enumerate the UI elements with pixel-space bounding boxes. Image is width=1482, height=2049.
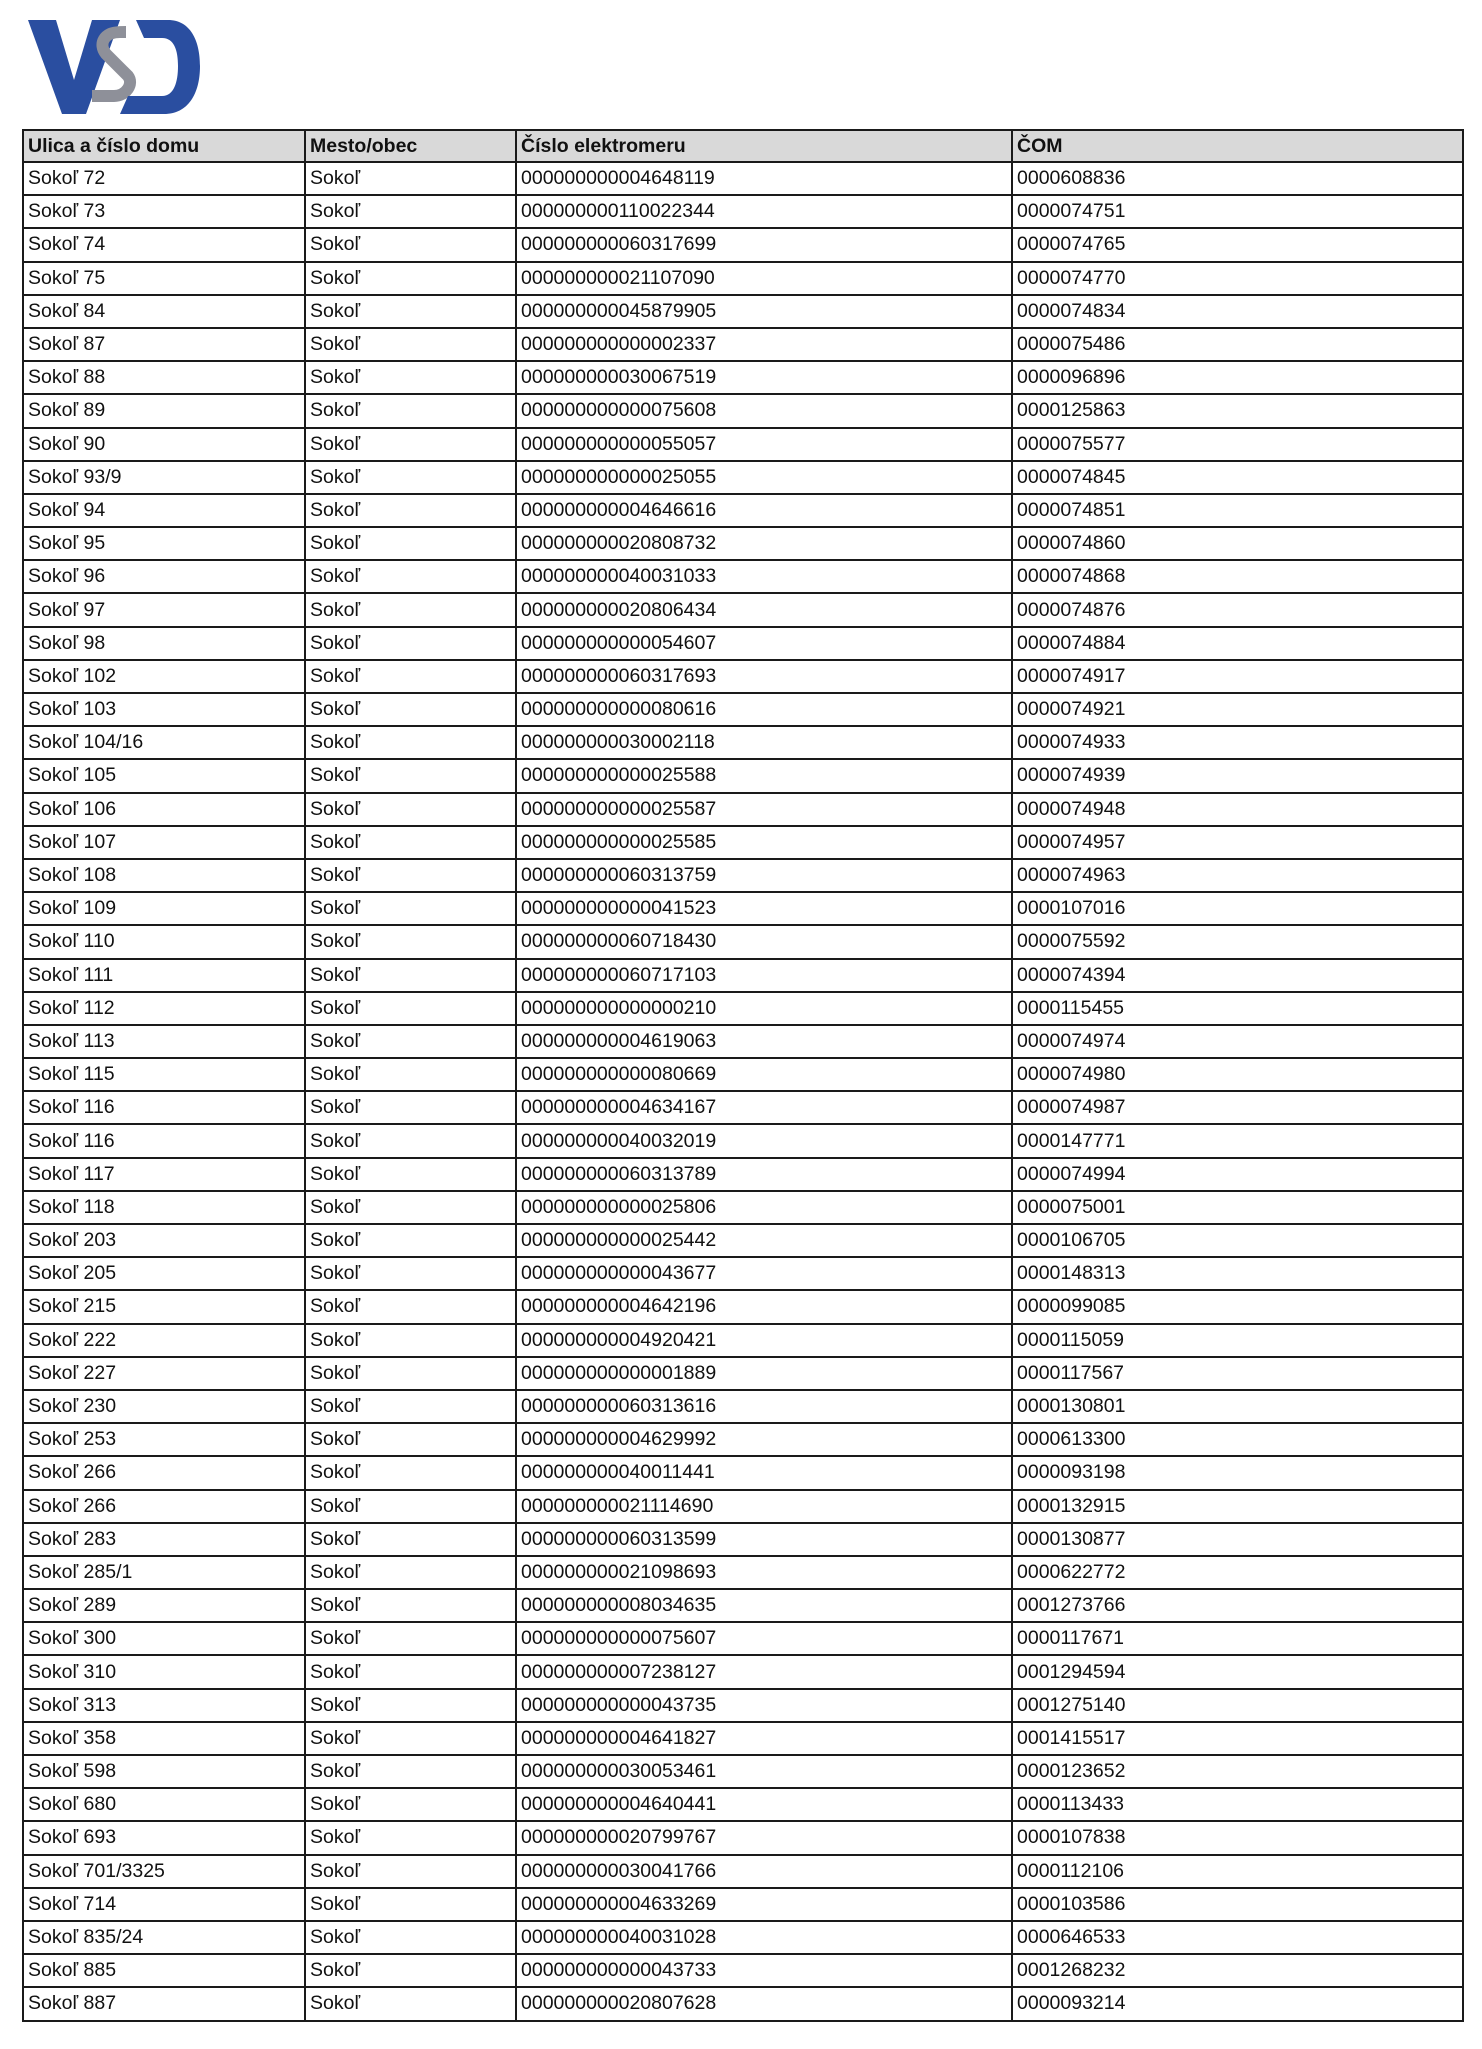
meter-number-cell: 000000000030053461 [516,1755,1012,1788]
table-header-row [23,130,1463,162]
meter-number-cell: 000000000000055057 [516,428,1012,461]
meter-number-cell: 000000000004633269 [516,1888,1012,1921]
table-row [23,759,1463,792]
meter-number-cell: 000000000000080669 [516,1058,1012,1091]
meter-number-cell: 000000000030041766 [516,1855,1012,1888]
street-cell: Sokoľ 227 [23,1357,305,1390]
com-cell: 0000074845 [1012,461,1463,494]
street-cell: Sokoľ 75 [23,262,305,295]
city-cell: Sokoľ [305,1589,516,1622]
meter-number-cell: 000000000000025442 [516,1224,1012,1257]
street-cell: Sokoľ 300 [23,1622,305,1655]
table-row [23,328,1463,361]
com-cell: 0000113433 [1012,1788,1463,1821]
com-cell: 0000075577 [1012,428,1463,461]
street-cell: Sokoľ 103 [23,693,305,726]
city-cell: Sokoľ [305,1357,516,1390]
street-cell: Sokoľ 115 [23,1058,305,1091]
meter-number-cell: 000000000020807628 [516,1987,1012,2020]
meter-number-cell: 000000000040031033 [516,560,1012,593]
meter-number-cell: 000000000060718430 [516,925,1012,958]
street-cell: Sokoľ 84 [23,295,305,328]
com-cell: 0000075001 [1012,1191,1463,1224]
meter-number-cell: 000000000000075608 [516,394,1012,427]
table-row [23,1490,1463,1523]
com-cell: 0000117567 [1012,1357,1463,1390]
street-cell: Sokoľ 598 [23,1755,305,1788]
com-cell: 0000096896 [1012,361,1463,394]
column-header-street: Ulica a číslo domu [23,130,305,162]
table-row [23,1025,1463,1058]
table-row [23,295,1463,328]
meter-number-cell: 000000000040031028 [516,1921,1012,1954]
street-cell: Sokoľ 95 [23,527,305,560]
com-cell: 0000112106 [1012,1855,1463,1888]
city-cell: Sokoľ [305,1556,516,1589]
city-cell: Sokoľ [305,826,516,859]
street-cell: Sokoľ 96 [23,560,305,593]
meter-number-cell: 000000000020808732 [516,527,1012,560]
meter-number-cell: 000000000004641827 [516,1722,1012,1755]
city-cell: Sokoľ [305,892,516,925]
table-row [23,1821,1463,1854]
street-cell: Sokoľ 835/24 [23,1921,305,1954]
column-header-com: ČOM [1012,130,1463,162]
meter-number-cell: 000000000060313599 [516,1523,1012,1556]
com-cell: 0001275140 [1012,1689,1463,1722]
table-row [23,1357,1463,1390]
com-cell: 0000075486 [1012,328,1463,361]
city-cell: Sokoľ [305,1622,516,1655]
com-cell: 0000115059 [1012,1324,1463,1357]
com-cell: 0000130801 [1012,1390,1463,1423]
table-row [23,793,1463,826]
street-cell: Sokoľ 222 [23,1324,305,1357]
street-cell: Sokoľ 102 [23,660,305,693]
city-cell: Sokoľ [305,527,516,560]
meter-number-cell: 000000000004629992 [516,1423,1012,1456]
city-cell: Sokoľ [305,560,516,593]
com-cell: 0000093198 [1012,1456,1463,1489]
table-row [23,1523,1463,1556]
com-cell: 0001294594 [1012,1655,1463,1688]
table-row [23,992,1463,1025]
street-cell: Sokoľ 887 [23,1987,305,2020]
com-cell: 0000074834 [1012,295,1463,328]
street-cell: Sokoľ 110 [23,925,305,958]
city-cell: Sokoľ [305,1091,516,1124]
street-cell: Sokoľ 94 [23,494,305,527]
meter-number-cell: 000000000000043735 [516,1689,1012,1722]
street-cell: Sokoľ 205 [23,1257,305,1290]
city-cell: Sokoľ [305,1124,516,1157]
table-row [23,1556,1463,1589]
vsd-logo-graphic [28,18,200,118]
meter-number-cell: 000000000004619063 [516,1025,1012,1058]
city-cell: Sokoľ [305,1025,516,1058]
meter-number-cell: 000000000000043733 [516,1954,1012,1987]
city-cell: Sokoľ [305,925,516,958]
street-cell: Sokoľ 112 [23,992,305,1025]
table-row [23,693,1463,726]
table-row [23,527,1463,560]
meter-number-cell: 000000000040011441 [516,1456,1012,1489]
meter-number-cell: 000000000000080616 [516,693,1012,726]
com-cell: 0000103586 [1012,1888,1463,1921]
street-cell: Sokoľ 106 [23,793,305,826]
street-cell: Sokoľ 310 [23,1655,305,1688]
meter-number-cell: 000000000045879905 [516,295,1012,328]
com-cell: 0000074963 [1012,859,1463,892]
table-row [23,1158,1463,1191]
table-row [23,1257,1463,1290]
street-cell: Sokoľ 289 [23,1589,305,1622]
street-cell: Sokoľ 98 [23,627,305,660]
table-row [23,1324,1463,1357]
com-cell: 0001268232 [1012,1954,1463,1987]
meter-number-cell: 000000000021107090 [516,262,1012,295]
electricity-meter-table [22,129,1464,2022]
table-row [23,1456,1463,1489]
meter-number-cell: 000000000004634167 [516,1091,1012,1124]
table-row [23,494,1463,527]
city-cell: Sokoľ [305,1224,516,1257]
com-cell: 0000074957 [1012,826,1463,859]
com-cell: 0000622772 [1012,1556,1463,1589]
com-cell: 0000074980 [1012,1058,1463,1091]
meter-number-cell: 000000000060313759 [516,859,1012,892]
com-cell: 0000075592 [1012,925,1463,958]
table-row [23,1224,1463,1257]
city-cell: Sokoľ [305,361,516,394]
city-cell: Sokoľ [305,328,516,361]
table-row [23,726,1463,759]
meter-number-cell: 000000000030067519 [516,361,1012,394]
city-cell: Sokoľ [305,759,516,792]
table-row [23,826,1463,859]
meter-number-cell: 000000000060317693 [516,660,1012,693]
table-row [23,361,1463,394]
street-cell: Sokoľ 116 [23,1124,305,1157]
meter-number-cell: 000000000000001889 [516,1357,1012,1390]
com-cell: 0000074860 [1012,527,1463,560]
meter-number-cell: 000000000000000210 [516,992,1012,1025]
city-cell: Sokoľ [305,660,516,693]
street-cell: Sokoľ 113 [23,1025,305,1058]
meter-number-cell: 000000000020806434 [516,593,1012,626]
table-row [23,1423,1463,1456]
com-cell: 0000074765 [1012,228,1463,261]
com-cell: 0000099085 [1012,1290,1463,1323]
city-cell: Sokoľ [305,295,516,328]
street-cell: Sokoľ 116 [23,1091,305,1124]
table-row [23,394,1463,427]
city-cell: Sokoľ [305,859,516,892]
table-row [23,859,1463,892]
com-cell: 0000074933 [1012,726,1463,759]
street-cell: Sokoľ 283 [23,1523,305,1556]
street-cell: Sokoľ 230 [23,1390,305,1423]
city-cell: Sokoľ [305,1655,516,1688]
com-cell: 0000646533 [1012,1921,1463,1954]
table-row [23,1655,1463,1688]
meter-number-cell: 000000000021114690 [516,1490,1012,1523]
street-cell: Sokoľ 885 [23,1954,305,1987]
street-cell: Sokoľ 266 [23,1490,305,1523]
com-cell: 0001273766 [1012,1589,1463,1622]
com-cell: 0000074851 [1012,494,1463,527]
city-cell: Sokoľ [305,1954,516,1987]
city-cell: Sokoľ [305,1490,516,1523]
street-cell: Sokoľ 117 [23,1158,305,1191]
table-row [23,593,1463,626]
meter-number-cell: 000000000000002337 [516,328,1012,361]
street-cell: Sokoľ 88 [23,361,305,394]
table-row [23,1091,1463,1124]
meter-number-cell: 000000000110022344 [516,195,1012,228]
table-row [23,1589,1463,1622]
table-row [23,1622,1463,1655]
table-row [23,627,1463,660]
city-cell: Sokoľ [305,1821,516,1854]
city-cell: Sokoľ [305,793,516,826]
com-cell: 0000074917 [1012,660,1463,693]
com-cell: 0001415517 [1012,1722,1463,1755]
city-cell: Sokoľ [305,428,516,461]
com-cell: 0000608836 [1012,162,1463,195]
city-cell: Sokoľ [305,1158,516,1191]
com-cell: 0000132915 [1012,1490,1463,1523]
table-row [23,892,1463,925]
street-cell: Sokoľ 105 [23,759,305,792]
table-row [23,461,1463,494]
street-cell: Sokoľ 73 [23,195,305,228]
table-row [23,1191,1463,1224]
street-cell: Sokoľ 313 [23,1689,305,1722]
meter-number-cell: 000000000000075607 [516,1622,1012,1655]
city-cell: Sokoľ [305,1324,516,1357]
com-cell: 0000074770 [1012,262,1463,295]
city-cell: Sokoľ [305,1788,516,1821]
com-cell: 0000074939 [1012,759,1463,792]
com-cell: 0000125863 [1012,394,1463,427]
meter-number-cell: 000000000021098693 [516,1556,1012,1589]
table-body [23,162,1463,2021]
city-cell: Sokoľ [305,726,516,759]
table-row [23,228,1463,261]
city-cell: Sokoľ [305,1722,516,1755]
city-cell: Sokoľ [305,992,516,1025]
street-cell: Sokoľ 93/9 [23,461,305,494]
street-cell: Sokoľ 74 [23,228,305,261]
meter-number-cell: 000000000000043677 [516,1257,1012,1290]
meter-number-cell: 000000000040032019 [516,1124,1012,1157]
city-cell: Sokoľ [305,1257,516,1290]
table-row [23,1722,1463,1755]
table-row [23,925,1463,958]
street-cell: Sokoľ 701/3325 [23,1855,305,1888]
com-cell: 0000074948 [1012,793,1463,826]
meter-number-cell: 000000000000025588 [516,759,1012,792]
city-cell: Sokoľ [305,1290,516,1323]
street-cell: Sokoľ 714 [23,1888,305,1921]
meter-number-cell: 000000000000025585 [516,826,1012,859]
city-cell: Sokoľ [305,1689,516,1722]
table-row [23,1954,1463,1987]
city-cell: Sokoľ [305,1987,516,2020]
logo-letter-d [120,20,200,114]
city-cell: Sokoľ [305,959,516,992]
city-cell: Sokoľ [305,262,516,295]
meter-number-cell: 000000000000054607 [516,627,1012,660]
com-cell: 0000123652 [1012,1755,1463,1788]
table-row [23,1689,1463,1722]
street-cell: Sokoľ 253 [23,1423,305,1456]
meter-number-cell: 000000000004640441 [516,1788,1012,1821]
city-cell: Sokoľ [305,693,516,726]
com-cell: 0000107016 [1012,892,1463,925]
city-cell: Sokoľ [305,1888,516,1921]
street-cell: Sokoľ 90 [23,428,305,461]
com-cell: 0000148313 [1012,1257,1463,1290]
city-cell: Sokoľ [305,1921,516,1954]
street-cell: Sokoľ 111 [23,959,305,992]
city-cell: Sokoľ [305,1855,516,1888]
street-cell: Sokoľ 104/16 [23,726,305,759]
table-row [23,195,1463,228]
meter-number-cell: 000000000004648119 [516,162,1012,195]
city-cell: Sokoľ [305,593,516,626]
city-cell: Sokoľ [305,627,516,660]
table-row [23,1888,1463,1921]
city-cell: Sokoľ [305,494,516,527]
meter-number-cell: 000000000060317699 [516,228,1012,261]
meter-number-cell: 000000000004920421 [516,1324,1012,1357]
table-row [23,162,1463,195]
com-cell: 0000074994 [1012,1158,1463,1191]
meter-number-cell: 000000000004642196 [516,1290,1012,1323]
city-cell: Sokoľ [305,1523,516,1556]
table-row [23,1788,1463,1821]
city-cell: Sokoľ [305,162,516,195]
table-row [23,660,1463,693]
column-header-meter-number: Číslo elektromeru [516,130,1012,162]
street-cell: Sokoľ 107 [23,826,305,859]
city-cell: Sokoľ [305,1058,516,1091]
street-cell: Sokoľ 72 [23,162,305,195]
street-cell: Sokoľ 108 [23,859,305,892]
meter-number-cell: 000000000060313789 [516,1158,1012,1191]
table-row [23,1124,1463,1157]
com-cell: 0000074884 [1012,627,1463,660]
city-cell: Sokoľ [305,195,516,228]
city-cell: Sokoľ [305,1390,516,1423]
com-cell: 0000074876 [1012,593,1463,626]
com-cell: 0000106705 [1012,1224,1463,1257]
com-cell: 0000107838 [1012,1821,1463,1854]
meter-number-cell: 000000000008034635 [516,1589,1012,1622]
street-cell: Sokoľ 680 [23,1788,305,1821]
meter-number-cell: 000000000007238127 [516,1655,1012,1688]
com-cell: 0000147771 [1012,1124,1463,1157]
table-row [23,959,1463,992]
table-row [23,1755,1463,1788]
street-cell: Sokoľ 358 [23,1722,305,1755]
table-row [23,1855,1463,1888]
com-cell: 0000074868 [1012,560,1463,593]
city-cell: Sokoľ [305,1423,516,1456]
city-cell: Sokoľ [305,394,516,427]
com-cell: 0000130877 [1012,1523,1463,1556]
com-cell: 0000074987 [1012,1091,1463,1124]
city-cell: Sokoľ [305,1456,516,1489]
city-cell: Sokoľ [305,1755,516,1788]
meter-number-cell: 000000000000025806 [516,1191,1012,1224]
com-cell: 0000074974 [1012,1025,1463,1058]
street-cell: Sokoľ 118 [23,1191,305,1224]
column-header-city: Mesto/obec [305,130,516,162]
vsd-logo [28,18,200,118]
meter-number-cell: 000000000030002118 [516,726,1012,759]
street-cell: Sokoľ 693 [23,1821,305,1854]
table-row [23,1290,1463,1323]
meter-number-cell: 000000000000041523 [516,892,1012,925]
city-cell: Sokoľ [305,461,516,494]
street-cell: Sokoľ 97 [23,593,305,626]
table-row [23,560,1463,593]
table-row [23,262,1463,295]
street-cell: Sokoľ 266 [23,1456,305,1489]
street-cell: Sokoľ 109 [23,892,305,925]
table-row [23,1921,1463,1954]
table-row [23,428,1463,461]
street-cell: Sokoľ 215 [23,1290,305,1323]
table-row [23,1987,1463,2020]
city-cell: Sokoľ [305,228,516,261]
com-cell: 0000115455 [1012,992,1463,1025]
com-cell: 0000074921 [1012,693,1463,726]
table-row [23,1058,1463,1091]
com-cell: 0000074394 [1012,959,1463,992]
street-cell: Sokoľ 203 [23,1224,305,1257]
table-row [23,1390,1463,1423]
com-cell: 0000093214 [1012,1987,1463,2020]
meter-number-cell: 000000000060313616 [516,1390,1012,1423]
meter-number-cell: 000000000020799767 [516,1821,1012,1854]
street-cell: Sokoľ 285/1 [23,1556,305,1589]
meter-number-cell: 000000000000025055 [516,461,1012,494]
city-cell: Sokoľ [305,1191,516,1224]
com-cell: 0000074751 [1012,195,1463,228]
street-cell: Sokoľ 89 [23,394,305,427]
com-cell: 0000117671 [1012,1622,1463,1655]
meter-number-cell: 000000000004646616 [516,494,1012,527]
com-cell: 0000613300 [1012,1423,1463,1456]
meter-number-cell: 000000000000025587 [516,793,1012,826]
street-cell: Sokoľ 87 [23,328,305,361]
meter-number-cell: 000000000060717103 [516,959,1012,992]
